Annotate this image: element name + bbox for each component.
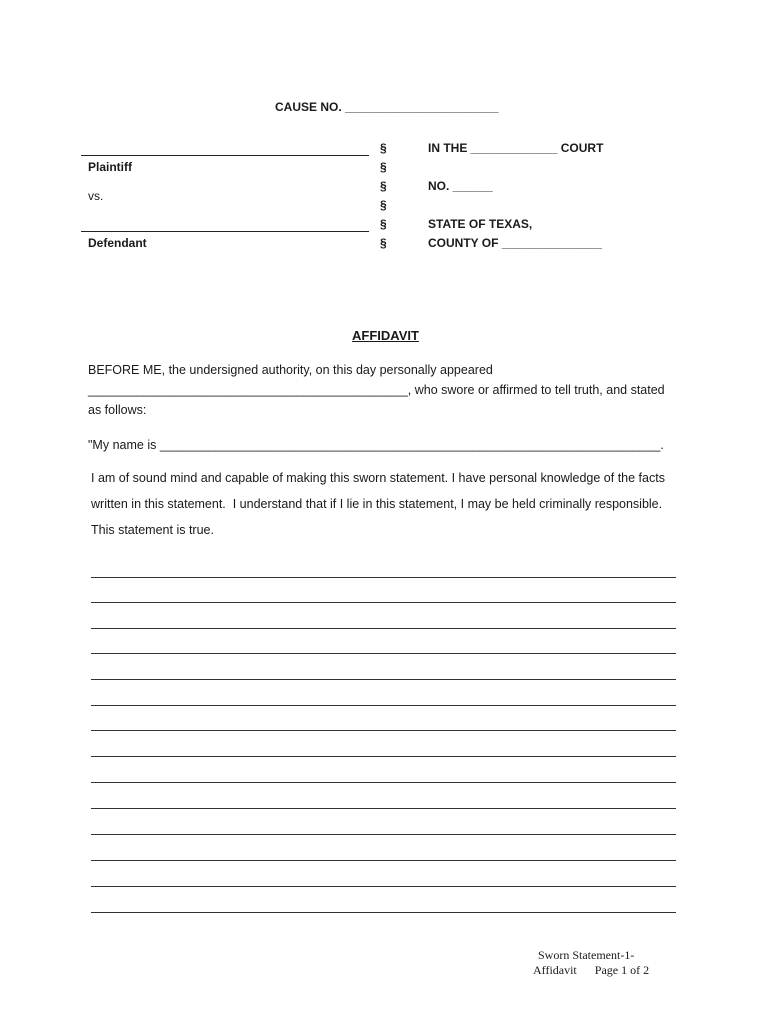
before-me-line-3: as follows: bbox=[88, 403, 147, 417]
writing-line[interactable] bbox=[91, 577, 676, 578]
writing-line[interactable] bbox=[91, 653, 676, 654]
my-name-line: "My name is ________________________________________________________________________. bbox=[88, 438, 664, 452]
section-symbol: § bbox=[380, 179, 387, 193]
cause-number: CAUSE NO. _______________________ bbox=[275, 100, 499, 114]
section-symbol: § bbox=[380, 160, 387, 174]
writing-line[interactable] bbox=[91, 912, 676, 913]
plaintiff-label: Plaintiff bbox=[88, 160, 132, 174]
before-me-line-2: ______________________________________________, who swore or affirmed to tell truth, and stated bbox=[88, 383, 665, 397]
document-title: AFFIDAVIT bbox=[352, 328, 419, 343]
defendant-name-line bbox=[81, 231, 369, 232]
section-symbol: § bbox=[380, 236, 387, 250]
writing-line[interactable] bbox=[91, 705, 676, 706]
writing-line[interactable] bbox=[91, 679, 676, 680]
writing-line[interactable] bbox=[91, 602, 676, 603]
state-label: STATE OF TEXAS, bbox=[428, 217, 533, 231]
writing-line[interactable] bbox=[91, 782, 676, 783]
writing-line[interactable] bbox=[91, 730, 676, 731]
versus-label: vs. bbox=[88, 189, 104, 203]
footer-title: Sworn Statement-1- bbox=[538, 948, 635, 962]
court-field: IN THE _____________ COURT bbox=[428, 141, 604, 155]
writing-line[interactable] bbox=[91, 860, 676, 861]
writing-line[interactable] bbox=[91, 808, 676, 809]
writing-line[interactable] bbox=[91, 886, 676, 887]
case-number-field: NO. ______ bbox=[428, 179, 493, 193]
before-me-line-1: BEFORE ME, the undersigned authority, on this day personally appeared bbox=[88, 363, 493, 377]
writing-line[interactable] bbox=[91, 756, 676, 757]
footer-page-number: Affidavit Page 1 of 2 bbox=[533, 963, 650, 977]
section-symbol: § bbox=[380, 141, 387, 155]
statement-line-3: This statement is true. bbox=[91, 523, 214, 537]
statement-line-1: I am of sound mind and capable of making this sworn statement. I have personal knowledge of the facts bbox=[91, 471, 665, 485]
writing-line[interactable] bbox=[91, 834, 676, 835]
county-field: COUNTY OF _______________ bbox=[428, 236, 602, 250]
writing-line[interactable] bbox=[91, 628, 676, 629]
defendant-label: Defendant bbox=[88, 236, 147, 250]
plaintiff-name-line bbox=[81, 155, 369, 156]
section-symbol: § bbox=[380, 217, 387, 231]
statement-line-2: written in this statement. I understand that if I lie in this statement, I may be held criminally responsible. bbox=[91, 497, 663, 511]
section-symbol: § bbox=[380, 198, 387, 212]
